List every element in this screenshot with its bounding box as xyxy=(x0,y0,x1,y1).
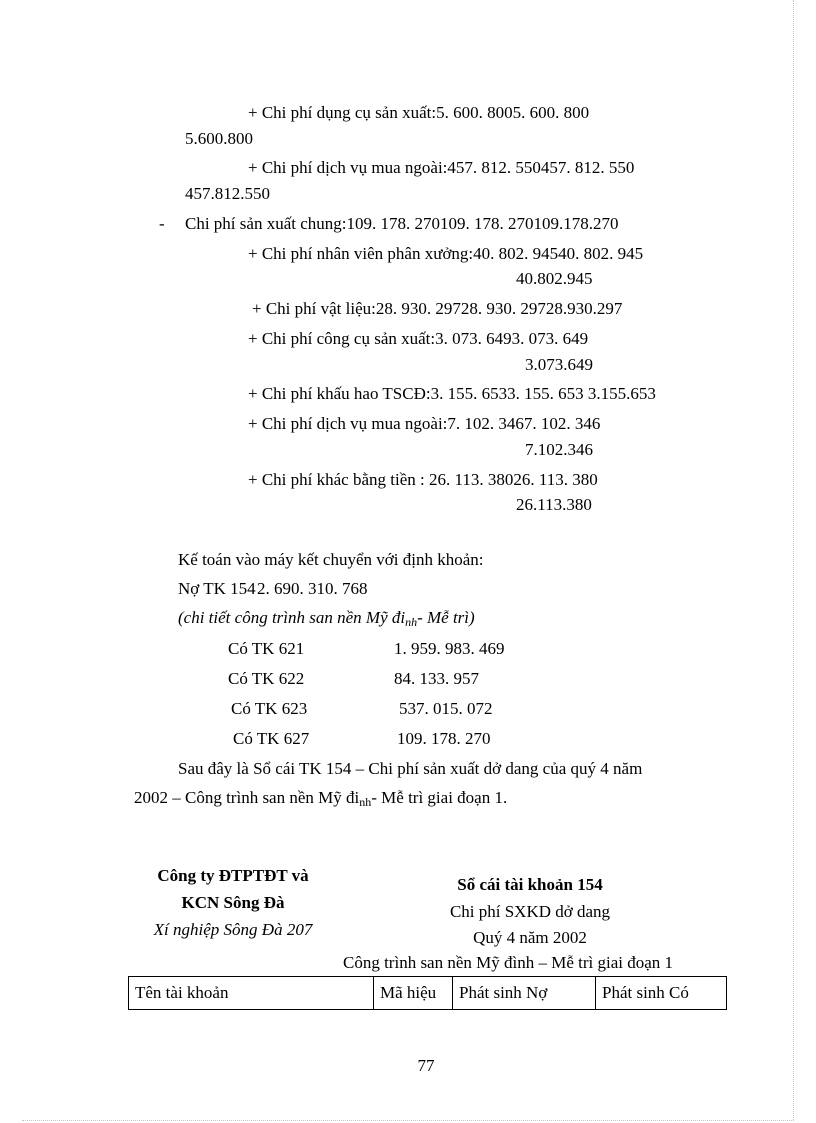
credit-account: Có TK 622 xyxy=(228,669,305,688)
column-header: Tên tài khoản xyxy=(129,977,374,1010)
cost-line-external: + Chi phí dịch vụ mua ngoài:7. 102. 3467. 102. 346 xyxy=(248,414,601,433)
cost-line-external-total: 7.102.346 xyxy=(525,440,593,459)
cost-line-staff-total: 40.802.945 xyxy=(516,269,593,288)
ledger-period: Quý 4 năm 2002 xyxy=(473,928,587,947)
credit-amount: 1. 959. 983. 469 xyxy=(394,639,505,658)
credit-amount: 84. 133. 957 xyxy=(394,669,479,688)
credit-amount: 537. 015. 072 xyxy=(399,699,493,718)
debit-amount: 2. 690. 310. 768 xyxy=(257,579,368,598)
cost-line-tools-total: 5.600.800 xyxy=(185,129,253,148)
page-border xyxy=(22,1120,794,1121)
bullet-dash: - xyxy=(159,214,165,233)
summary-line-2: 2002 – Công trình san nền Mỹ $đi_{nh}-$ Mễ trì giai đoạn 1. xyxy=(134,788,508,809)
ledger-title: Sổ cái tài khoản 154 xyxy=(457,875,603,894)
credit-account: Có TK 621 xyxy=(228,639,305,658)
cost-line-depreciation: + Chi phí khấu hao TSCĐ:3. 155. 6533. 155. 653 3.155.653 xyxy=(248,384,656,403)
cost-line-equipment-total: 3.073.649 xyxy=(525,355,593,374)
company-name: Công ty ĐTPTĐT và xyxy=(157,866,309,885)
summary-line-1: Sau đây là Sổ cái TK 154 – Chi phí sản xuất dở dang của quý 4 năm xyxy=(178,759,643,778)
column-header: Phát sinh Nợ xyxy=(453,977,596,1010)
debit-account: Nợ TK 154 xyxy=(178,579,256,598)
column-header: Phát sinh Có xyxy=(596,977,727,1010)
credit-account: Có TK 623 xyxy=(231,699,308,718)
table-header-row xyxy=(129,977,727,1010)
column-header: Mã hiệu xyxy=(374,977,453,1010)
credit-amount: 109. 178. 270 xyxy=(397,729,491,748)
cost-line-overhead: Chi phí sản xuất chung:109. 178. 270109. 178. 270109.178.270 xyxy=(185,214,619,233)
ledger-table xyxy=(128,976,727,1010)
cost-line-cash: + Chi phí khác bằng tiền : 26. 113. 38026. 113. 380 xyxy=(248,470,598,489)
branch-name: Xí nghiệp Sông Đà 207 xyxy=(153,920,313,939)
cost-line-services-total: 457.812.550 xyxy=(185,184,270,203)
entry-intro: Kế toán vào máy kết chuyển với định khoản: xyxy=(178,550,484,569)
credit-account: Có TK 627 xyxy=(233,729,310,748)
cost-line-tools: + Chi phí dụng cụ sản xuất:5. 600. 8005. 600. 800 xyxy=(248,103,590,122)
ledger-project: Công trình san nền Mỹ đình – Mễ trì giai đoạn 1 xyxy=(343,953,674,972)
ledger-subtitle: Chi phí SXKD dở dang xyxy=(449,902,611,921)
page-border-right xyxy=(793,0,794,1120)
cost-line-materials: + Chi phí vật liệu:28. 930. 29728. 930. 29728.930.297 xyxy=(252,299,623,318)
cost-line-staff: + Chi phí nhân viên phân xưởng:40. 802. 94540. 802. 945 xyxy=(248,244,644,263)
company-name-2: KCN Sông Đà xyxy=(181,893,285,912)
entry-detail: (chi tiết công trình san nền Mỹ $đi_{nh}-$ Mễ trì) xyxy=(178,608,475,629)
cost-line-cash-total: 26.113.380 xyxy=(516,495,592,514)
cost-line-equipment: + Chi phí công cụ sản xuất:3. 073. 6493. 073. 649 xyxy=(248,329,589,348)
page-number: 77 xyxy=(417,1056,435,1075)
cost-line-services: + Chi phí dịch vụ mua ngoài:457. 812. 550457. 812. 550 xyxy=(248,158,635,177)
